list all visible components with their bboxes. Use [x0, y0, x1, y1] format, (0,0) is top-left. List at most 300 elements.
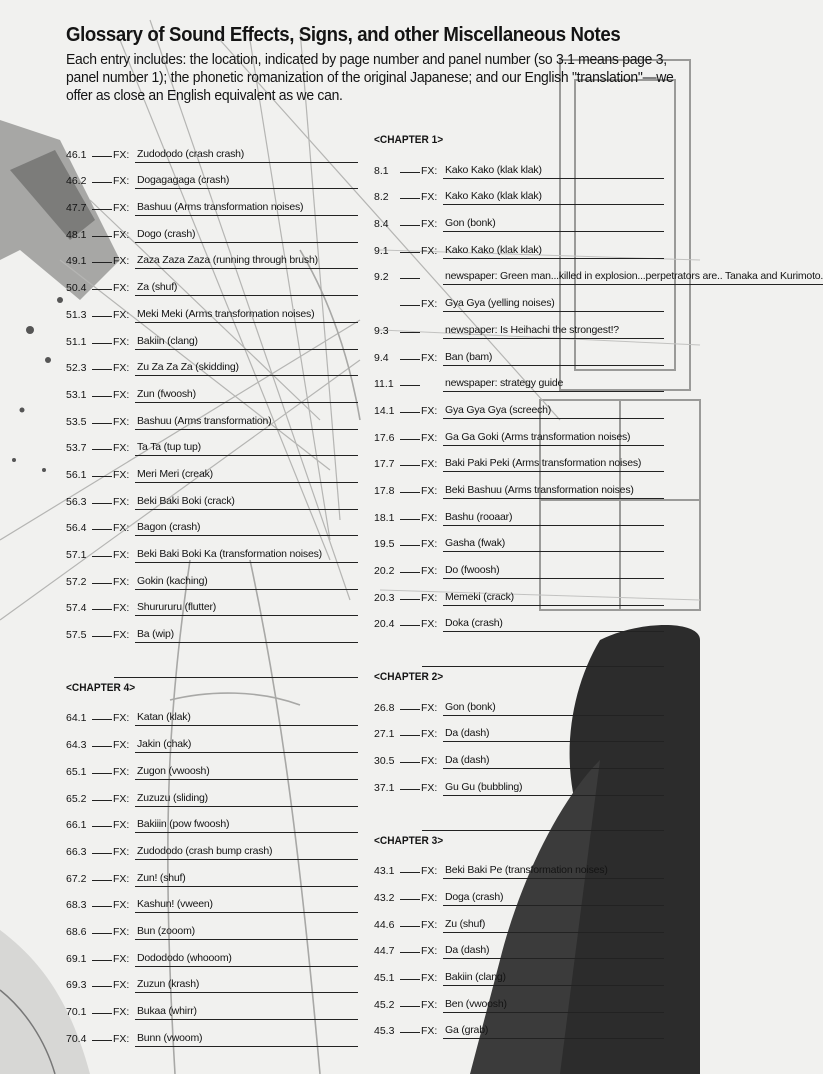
entry-fx-label: FX: [421, 728, 438, 741]
entry-page-ref: 46.2 [66, 175, 87, 188]
entry-fx-label: FX: [113, 255, 130, 268]
entry-description: Gokin (kaching) [135, 575, 358, 590]
entry-fx-label: FX: [113, 899, 130, 912]
glossary-entry [374, 152, 664, 179]
entry-page-ref: 17.8 [374, 484, 395, 497]
glossary-entry [374, 285, 664, 312]
glossary-entry [374, 853, 664, 880]
entry-page-ref: 64.1 [66, 712, 87, 725]
entry-description: Doga (crash) [443, 891, 664, 906]
entry-fx-label: FX: [113, 925, 130, 938]
entry-leader-line [92, 986, 112, 987]
entry-page-ref: 57.1 [66, 549, 87, 561]
entry-leader-line [92, 1040, 112, 1041]
entry-leader-line [400, 709, 420, 710]
entry-leader-line [92, 826, 112, 827]
entry-description: Bashu (rooaar) [443, 511, 664, 526]
entry-leader-line [400, 359, 420, 360]
entry-description: Zuzuzu (sliding) [135, 792, 358, 807]
entry-description: Beki Baki Boki (crack) [135, 495, 358, 510]
entry-page-ref: 45.3 [374, 1025, 395, 1038]
entry-description: Katan (klak) [135, 711, 358, 726]
entry-fx-label: FX: [113, 335, 130, 348]
glossary-entry [66, 940, 358, 967]
entry-page-ref: 50.4 [66, 282, 87, 295]
entry-fx-label: FX: [421, 971, 438, 984]
entry-description: Beki Baki Pe (transformation noises) [443, 864, 664, 879]
entry-fx-label: FX: [421, 998, 438, 1011]
glossary-entry [66, 269, 358, 296]
entry-page-ref: 57.2 [66, 575, 87, 588]
entry-fx-label: FX: [113, 148, 130, 161]
entry-fx-label: FX: [113, 1032, 130, 1045]
glossary-entry [66, 1020, 358, 1047]
entry-leader-line [400, 172, 420, 173]
entry-leader-line [92, 209, 112, 210]
blank-line [422, 804, 664, 831]
entry-description: Do (fwoosh) [443, 564, 664, 579]
entry-fx-label: FX: [421, 511, 438, 524]
entry-page-ref: 52.3 [66, 362, 87, 375]
glossary-entry [374, 689, 664, 716]
glossary-entry [66, 833, 358, 860]
entry-leader-line [400, 926, 420, 927]
entry-fx-label: FX: [421, 618, 438, 631]
glossary-entry [374, 312, 664, 339]
entry-description: Ba (wip) [135, 628, 358, 643]
glossary-entry [374, 472, 664, 499]
entry-description: Bakiiin (pow fwoosh) [135, 818, 358, 833]
entry-leader-line [92, 529, 112, 530]
entry-fx-label: FX: [113, 202, 130, 215]
entry-page-ref: 45.1 [374, 971, 395, 984]
section-chapter-4 [66, 678, 358, 1047]
entry-fx-label: FX: [421, 298, 438, 311]
entry-fx-label: FX: [113, 629, 130, 642]
entry-description: Ban (bam) [443, 351, 664, 366]
entry-description: Shurururu (flutter) [135, 601, 358, 616]
entry-description: Jakin (chak) [135, 738, 358, 753]
section-chapter-2 [374, 667, 664, 796]
entry-description: Kashun! (vween) [135, 898, 358, 913]
entry-fx-label: FX: [113, 575, 130, 588]
entry-leader-line [400, 872, 420, 873]
entry-fx-label: FX: [421, 218, 438, 231]
entry-fx-label: FX: [113, 845, 130, 858]
entry-page-ref: 57.5 [66, 629, 87, 642]
entry-fx-label: FX: [421, 484, 438, 497]
glossary-entry [374, 716, 664, 743]
glossary-entry [374, 232, 664, 259]
entry-description: Meri Meri (creak) [135, 468, 358, 483]
entry-description: newspaper: Is Heihachi the strongest!? [443, 324, 664, 339]
entry-description: Bunn (vwoom) [135, 1032, 358, 1047]
entry-leader-line [400, 439, 420, 440]
entry-page-ref: 37.1 [374, 781, 395, 794]
entry-leader-line [400, 572, 420, 573]
glossary-entry [374, 769, 664, 796]
entry-description: Memeki (crack) [443, 591, 664, 606]
entry-description: Zudododo (crash bump crash) [135, 845, 358, 860]
glossary-entry [66, 296, 358, 323]
glossary-entry [374, 879, 664, 906]
glossary-entry [66, 136, 358, 163]
glossary-entry [66, 403, 358, 430]
entry-description: Dogagagaga (crash) [135, 174, 358, 189]
entry-description: Ben (vwoosh) [443, 998, 664, 1013]
entry-leader-line [400, 545, 420, 546]
entry-leader-line [400, 225, 420, 226]
entry-fx-label [420, 337, 443, 339]
entry-page-ref: 66.1 [66, 819, 87, 832]
entry-description: Gasha (fwak) [443, 537, 664, 552]
glossary-entry [374, 499, 664, 526]
chapter-3-heading: <CHAPTER 3> [374, 834, 444, 847]
entry-leader-line [400, 305, 420, 306]
entry-page-ref: 45.2 [374, 998, 395, 1011]
entry-fx-label: FX: [113, 468, 130, 481]
section-chapter-3 [374, 831, 664, 1040]
glossary-entry [374, 526, 664, 553]
entry-description: Da (dash) [443, 754, 664, 769]
entry-description: Zun (fwoosh) [135, 388, 358, 403]
entry-description: Gya Gya (yelling noises) [443, 297, 664, 312]
glossary-entry [374, 366, 664, 393]
glossary-entry [66, 967, 358, 994]
entry-description: Bashuu (Arms transformation noises) [135, 201, 358, 216]
glossary-entry [66, 753, 358, 780]
glossary-entry [66, 350, 358, 377]
entry-leader-line [400, 332, 420, 333]
glossary-entry [66, 860, 358, 887]
entry-page-ref: 56.4 [66, 522, 87, 535]
entry-description: Zugon (vwoosh) [135, 765, 358, 780]
entry-description: Zudododo (crash crash) [135, 148, 358, 163]
entry-description: newspaper: strategy guide [443, 377, 664, 392]
entry-page-ref: 44.7 [374, 945, 395, 958]
entry-leader-line [92, 719, 112, 720]
entry-fx-label: FX: [113, 549, 130, 561]
glossary-entry [374, 579, 664, 606]
entry-fx-label: FX: [421, 781, 438, 794]
entry-leader-line [400, 385, 420, 386]
entry-page-ref: 51.1 [66, 335, 87, 348]
entry-leader-line [92, 636, 112, 637]
entry-leader-line [400, 735, 420, 736]
entry-page-ref: 53.7 [66, 442, 87, 455]
entry-leader-line [92, 906, 112, 907]
glossary-entry [374, 742, 664, 769]
entry-page-ref [374, 310, 400, 312]
entry-leader-line [400, 412, 420, 413]
glossary-entry [374, 446, 664, 473]
glossary-entry [66, 243, 358, 270]
entry-description: Da (dash) [443, 944, 664, 959]
entry-leader-line [92, 343, 112, 344]
entry-page-ref: 30.5 [374, 755, 395, 768]
entry-leader-line [400, 979, 420, 980]
entry-description: Dogo (crash) [135, 228, 358, 243]
entry-fx-label: FX: [113, 979, 130, 992]
entry-fx-label: FX: [113, 739, 130, 752]
glossary-entry [66, 700, 358, 727]
entry-fx-label: FX: [421, 404, 438, 417]
glossary-entry [66, 510, 358, 537]
entry-leader-line [400, 465, 420, 466]
entry-page-ref: 11.1 [374, 378, 394, 391]
entry-leader-line [92, 156, 112, 157]
entry-fx-label: FX: [113, 388, 130, 401]
entry-leader-line [400, 1032, 420, 1033]
entry-page-ref: 66.3 [66, 845, 87, 858]
entry-fx-label: FX: [421, 701, 438, 714]
entry-fx-label: FX: [421, 164, 438, 177]
entry-page-ref: 51.3 [66, 308, 87, 321]
entry-description: Bakiin (clang) [135, 335, 358, 350]
glossary-entry [66, 807, 358, 834]
entry-page-ref: 20.2 [374, 565, 395, 577]
glossary-entry [66, 887, 358, 914]
entry-description: Meki Meki (Arms transformation noises) [135, 308, 358, 323]
entry-leader-line [400, 789, 420, 790]
entry-page-ref: 9.2 [374, 271, 389, 284]
entry-description: Zu Za Za Za (skidding) [135, 361, 358, 376]
entry-page-ref: 9.1 [374, 244, 389, 257]
entry-description: Za (shuf) [135, 281, 358, 296]
entry-page-ref: 8.2 [374, 191, 389, 204]
entry-page-ref: 20.3 [374, 591, 395, 604]
entry-page-ref: 69.1 [66, 952, 87, 965]
entry-fx-label [420, 283, 443, 285]
glossary-entry [374, 959, 664, 986]
entry-page-ref: 43.2 [374, 891, 395, 904]
entry-fx-label: FX: [113, 362, 130, 375]
entry-fx-label: FX: [113, 792, 130, 805]
entry-page-ref: 65.1 [66, 765, 87, 778]
entry-page-ref: 47.7 [66, 202, 87, 215]
glossary-intro: Each entry includes: the location, indicated by page number and panel number (so 3.1 means page 3, panel number 1); the phonetic romanization of the original Japanese; and our English "translation"—we offer as close an English equivalent as we can. [66, 51, 674, 104]
entry-leader-line [92, 449, 112, 450]
entry-leader-line [92, 800, 112, 801]
entry-description: Bagon (crash) [135, 521, 358, 536]
entry-fx-label: FX: [113, 228, 130, 241]
entry-description: Beki Bashuu (Arms transformation noises) [443, 484, 664, 499]
entry-fx-label: FX: [421, 1025, 438, 1038]
entry-fx-label: FX: [113, 1006, 130, 1018]
blank-line [422, 640, 664, 667]
glossary-entry [66, 993, 358, 1020]
entry-page-ref: 48.1 [66, 228, 87, 241]
entry-fx-label: FX: [421, 431, 438, 444]
entry-description: Baki Paki Peki (Arms transformation noises) [443, 457, 664, 472]
glossary-entry [374, 906, 664, 933]
entry-description: Doka (crash) [443, 617, 664, 632]
glossary-entry [66, 216, 358, 243]
glossary-entry [66, 189, 358, 216]
entry-fx-label: FX: [421, 755, 438, 768]
entry-description: Zaza Zaza Zaza (running through brush) [135, 254, 358, 269]
entry-fx-label: FX: [113, 308, 130, 321]
entry-page-ref: 9.3 [374, 324, 389, 337]
entry-fx-label: FX: [421, 351, 438, 364]
entry-page-ref: 8.4 [374, 218, 389, 231]
entry-page-ref: 53.5 [66, 415, 87, 428]
entry-page-ref: 46.1 [66, 148, 87, 161]
entry-fx-label: FX: [421, 918, 438, 931]
entry-page-ref: 65.2 [66, 792, 87, 805]
chapter-2-heading: <CHAPTER 2> [374, 671, 444, 684]
entry-description: Ga Ga Goki (Arms transformation noises) [443, 431, 664, 446]
entry-fx-label: FX: [421, 538, 438, 551]
glossary-entry [66, 483, 358, 510]
glossary-entry [66, 376, 358, 403]
entry-fx-label: FX: [113, 442, 130, 455]
section-continued [66, 136, 358, 643]
entry-fx-label: FX: [113, 495, 130, 508]
glossary-entry [66, 430, 358, 457]
entry-description: Gon (bonk) [443, 217, 664, 232]
entry-page-ref: 17.6 [374, 431, 395, 444]
blank-line [114, 651, 358, 678]
entry-page-ref: 57.4 [66, 602, 87, 615]
entry-description: Bun (zooom) [135, 925, 358, 940]
entry-fx-label: FX: [421, 945, 438, 958]
glossary-title: Glossary of Sound Effects, Signs, and other Miscellaneous Notes [66, 24, 621, 46]
entry-leader-line [92, 773, 112, 774]
entry-fx-label: FX: [113, 602, 130, 615]
glossary-entry [374, 1013, 664, 1040]
glossary-entry [374, 552, 664, 579]
glossary-entry [374, 339, 664, 366]
entry-fx-label: FX: [421, 458, 438, 471]
entry-fx-label: FX: [421, 865, 438, 878]
glossary-entry [66, 780, 358, 807]
entry-fx-label [420, 390, 443, 392]
entry-leader-line [92, 182, 112, 183]
entry-leader-line [92, 396, 112, 397]
entry-fx-label: FX: [113, 712, 130, 725]
entry-description: Kako Kako (klak klak) [443, 244, 664, 259]
entry-page-ref: 14.1 [374, 404, 395, 417]
entry-page-ref: 56.1 [66, 468, 87, 481]
glossary-entry [66, 913, 358, 940]
entry-fx-label: FX: [113, 522, 130, 535]
entry-leader-line [400, 952, 420, 953]
glossary-entry [66, 163, 358, 190]
entry-description: newspaper: Green man...killed in explosion...perpetrators are.. Tanaka and Kurimoto. [443, 270, 823, 285]
glossary-entry [66, 590, 358, 617]
entry-leader-line [400, 519, 420, 520]
entry-description: Gon (bonk) [443, 701, 664, 716]
entry-fx-label: FX: [421, 191, 438, 204]
glossary-entry [66, 563, 358, 590]
glossary-entry [66, 456, 358, 483]
glossary-header [66, 24, 694, 105]
glossary-entry [66, 323, 358, 350]
entry-leader-line [92, 262, 112, 263]
glossary-entry [374, 392, 664, 419]
entry-leader-line [92, 583, 112, 584]
entry-fx-label: FX: [113, 872, 130, 885]
glossary-entry [66, 536, 358, 563]
entry-description: Gu Gu (bubbling) [443, 781, 664, 796]
glossary-entry [374, 179, 664, 206]
entry-description: Bakiin (clang) [443, 971, 664, 986]
entry-leader-line [92, 609, 112, 610]
entry-description: Dodododo (whooom) [135, 952, 358, 967]
entry-page-ref: 56.3 [66, 495, 87, 508]
entry-fx-label: FX: [421, 891, 438, 904]
entry-page-ref: 44.6 [374, 918, 395, 931]
entry-page-ref: 20.4 [374, 618, 395, 631]
entry-leader-line [400, 492, 420, 493]
entry-leader-line [400, 198, 420, 199]
entry-page-ref: 68.3 [66, 899, 87, 912]
entry-leader-line [400, 899, 420, 900]
right-column [374, 130, 823, 1047]
entry-leader-line [92, 236, 112, 237]
entry-description: Zun! (shuf) [135, 872, 358, 887]
entry-leader-line [400, 762, 420, 763]
entry-description: Da (dash) [443, 727, 664, 742]
entry-leader-line [400, 252, 420, 253]
entry-page-ref: 8.1 [374, 164, 389, 177]
entry-leader-line [92, 503, 112, 504]
entry-fx-label: FX: [113, 765, 130, 778]
entry-fx-label: FX: [113, 415, 130, 428]
entry-leader-line [400, 625, 420, 626]
section-chapter-1 [374, 130, 823, 632]
left-column [66, 136, 358, 1055]
chapter-1-heading: <CHAPTER 1> [374, 134, 444, 146]
entry-page-ref: 9.4 [374, 351, 389, 364]
glossary-entry [374, 606, 664, 633]
glossary-entry [374, 259, 823, 286]
glossary-entry [374, 205, 664, 232]
entry-fx-label: FX: [113, 175, 130, 188]
entry-description: Kako Kako (klak klak) [443, 190, 664, 205]
entry-fx-label: FX: [421, 591, 438, 604]
entry-page-ref: 53.1 [66, 388, 87, 401]
entry-leader-line [92, 960, 112, 961]
entry-fx-label: FX: [421, 565, 438, 577]
entry-description: Ta Ta (tup tup) [135, 441, 358, 456]
entry-fx-label: FX: [113, 819, 130, 832]
entry-page-ref: 67.2 [66, 872, 87, 885]
entry-leader-line [92, 556, 112, 557]
entry-page-ref: 18.1 [374, 511, 395, 524]
entry-description: Zuzun (krash) [135, 978, 358, 993]
entry-fx-label: FX: [421, 244, 438, 257]
entry-page-ref: 68.6 [66, 925, 87, 938]
entry-page-ref: 19.5 [374, 538, 395, 551]
entry-leader-line [400, 278, 420, 279]
entry-fx-label: FX: [113, 952, 130, 965]
chapter-4-heading: <CHAPTER 4> [66, 681, 136, 694]
glossary-entry [66, 616, 358, 643]
entry-page-ref: 17.7 [374, 458, 395, 471]
entry-leader-line [92, 369, 112, 370]
entry-leader-line [400, 599, 420, 600]
entry-leader-line [92, 746, 112, 747]
entry-page-ref: 64.3 [66, 739, 87, 752]
glossary-entry [374, 419, 664, 446]
entry-leader-line [400, 1006, 420, 1007]
entry-page-ref: 49.1 [66, 255, 87, 268]
entry-leader-line [92, 476, 112, 477]
entry-leader-line [92, 289, 112, 290]
entry-description: Beki Baki Boki Ka (transformation noises) [135, 548, 358, 563]
